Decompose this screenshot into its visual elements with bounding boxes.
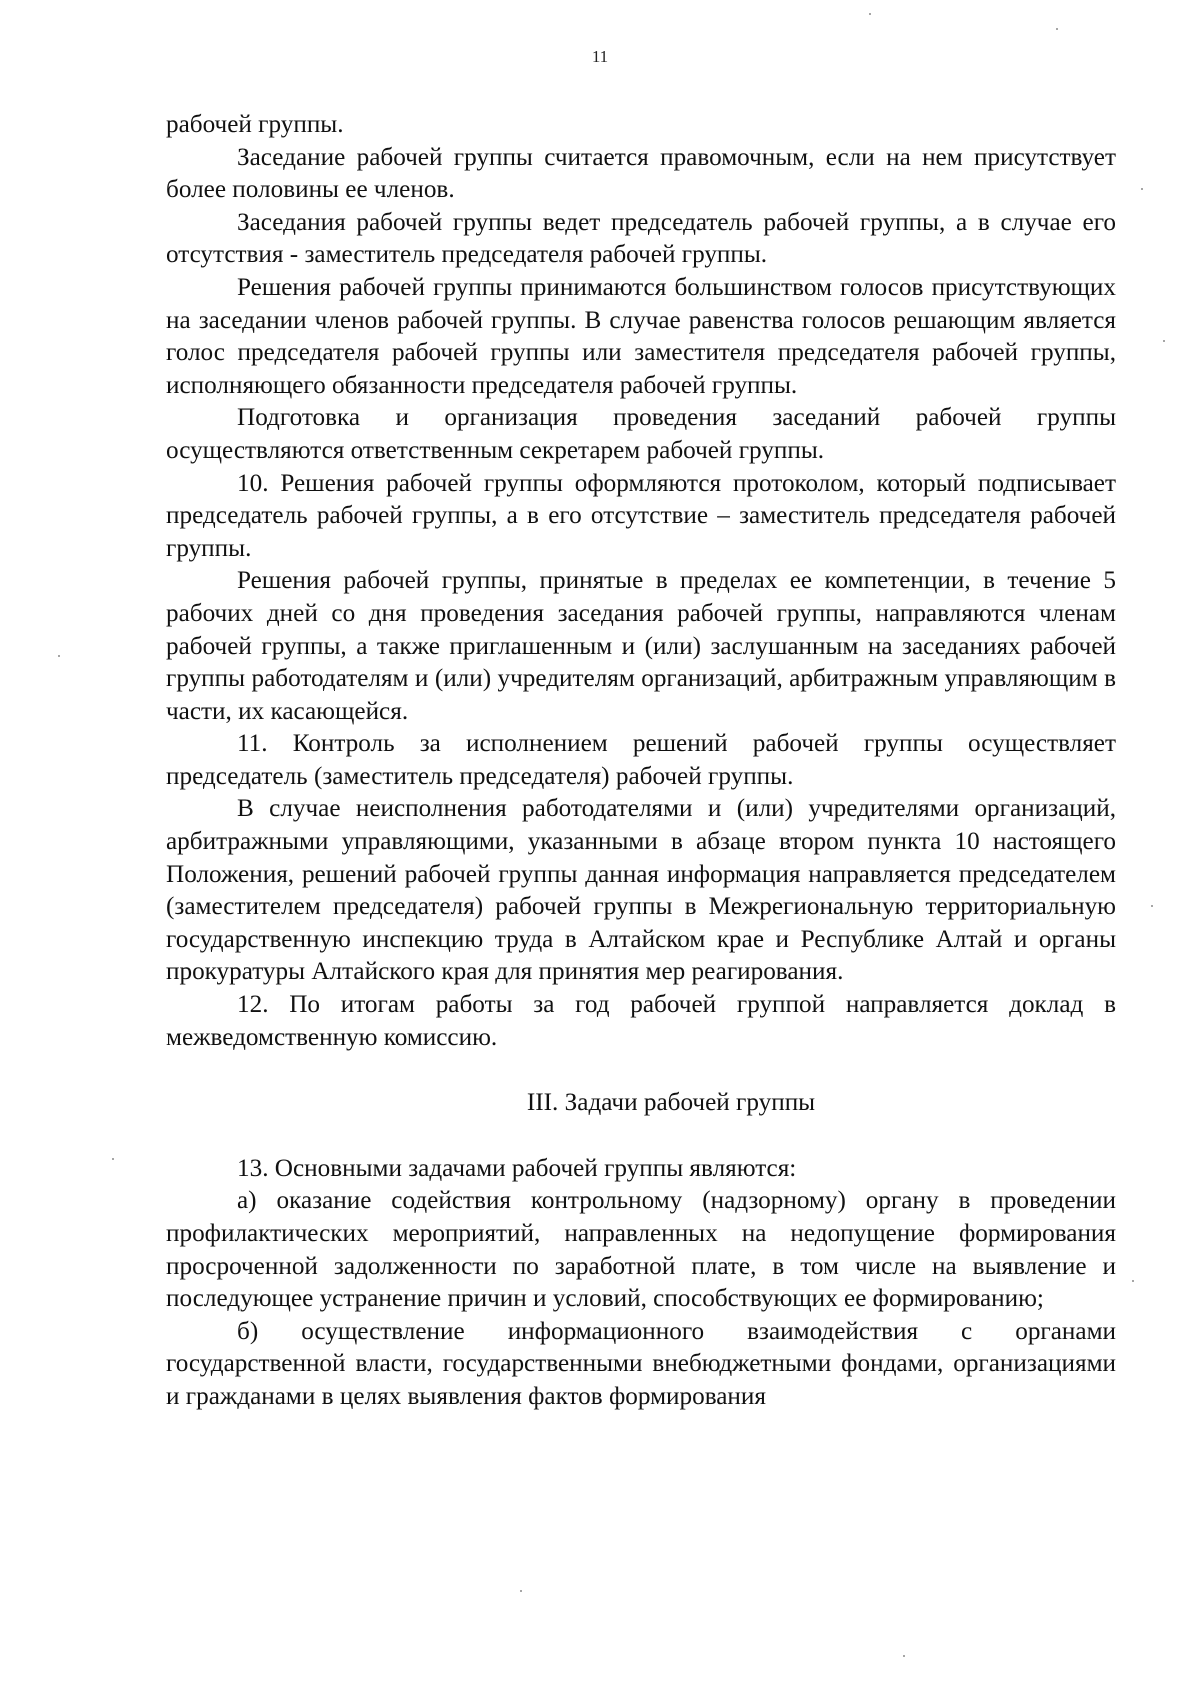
section-heading: III. Задачи рабочей группы — [526, 1089, 816, 1117]
paragraph: Решения рабочей группы, принятые в пределах ее компетенции, в течение 5 рабочих дней со дня проведения заседания рабочей группы, направляются членам рабочей группы, а также приглашенным и (или) заслушанным на заседаниях рабочей группы работодателям и (или) учредителям организаций, арбитражным управляющим в части, их касающейся. — [166, 567, 1116, 725]
scan-speck — [869, 13, 871, 15]
paragraph-item-12: 12. По итогам работы за год рабочей группой направляется доклад в межведомственную комиссию. — [166, 991, 1116, 1051]
scan-speck — [520, 1590, 522, 1592]
scan-speck — [1132, 1280, 1134, 1282]
document-body — [166, 109, 1116, 1414]
scan-speck — [903, 1655, 905, 1657]
paragraph: Решения рабочей группы принимаются большинством голосов присутствующих на заседании членов рабочей группы. В случае равенства голосов решающим является голос председателя рабочей группы или заместителя председателя рабочей группы, исполняющего обязанности председателя рабочей группы. — [166, 273, 1116, 399]
paragraph-subitem-a: а) оказание содействия контрольному (надзорному) органу в проведении профилактических мероприятий, направленных на недопущение формирования просроченной задолженности по заработной плате, в том числе на выявление и последующее устранение причин и условий, способствующих ее формированию; — [166, 1187, 1116, 1313]
scan-speck — [1141, 188, 1143, 190]
scan-speck — [58, 655, 60, 657]
paragraph: рабочей группы. — [166, 111, 344, 138]
paragraph-subitem-b: б) осуществление информационного взаимодействия с органами государственной власти, государственными внебюджетными фондами, организациями и гражданами в целях выявления фактов формирования — [166, 1317, 1116, 1410]
paragraph: Заседания рабочей группы ведет председатель рабочей группы, а в случае его отсутствия - заместитель председателя рабочей группы. — [166, 208, 1116, 269]
paragraph: Подготовка и организация проведения заседаний рабочей группы осуществляются ответственным секретарем рабочей группы. — [166, 404, 1116, 464]
paragraph-item-11: 11. Контроль за исполнением решений рабочей группы осуществляет председатель (заместитель председателя) рабочей группы. — [166, 730, 1116, 790]
scan-speck — [1163, 340, 1165, 342]
scan-speck — [112, 1158, 114, 1160]
page-number: 11 — [591, 47, 609, 66]
paragraph: Заседание рабочей группы считается правомочным, если на нем присутствует более половины ее членов. — [166, 143, 1116, 204]
paragraph-item-13: 13. Основными задачами рабочей группы являются: — [237, 1154, 797, 1182]
scan-speck — [1151, 905, 1153, 907]
scan-speck — [1056, 28, 1058, 30]
paragraph: В случае неисполнения работодателями и (или) учредителями организаций, арбитражными управляющими, указанными в абзаце втором пункта 10 настоящего Положения, решений рабочей группы данная информация направляется председателем (заместителем председателя) рабочей группы в Межрегиональную территориальную государственную инспекцию труда в Алтайском крае и Республике Алтай и органы прокуратуры Алтайского края для принятия мер реагирования. — [166, 795, 1116, 986]
paragraph-item-10: 10. Решения рабочей группы оформляются протоколом, который подписывает председатель рабочей группы, а в его отсутствие – заместитель председателя рабочей группы. — [166, 469, 1116, 562]
